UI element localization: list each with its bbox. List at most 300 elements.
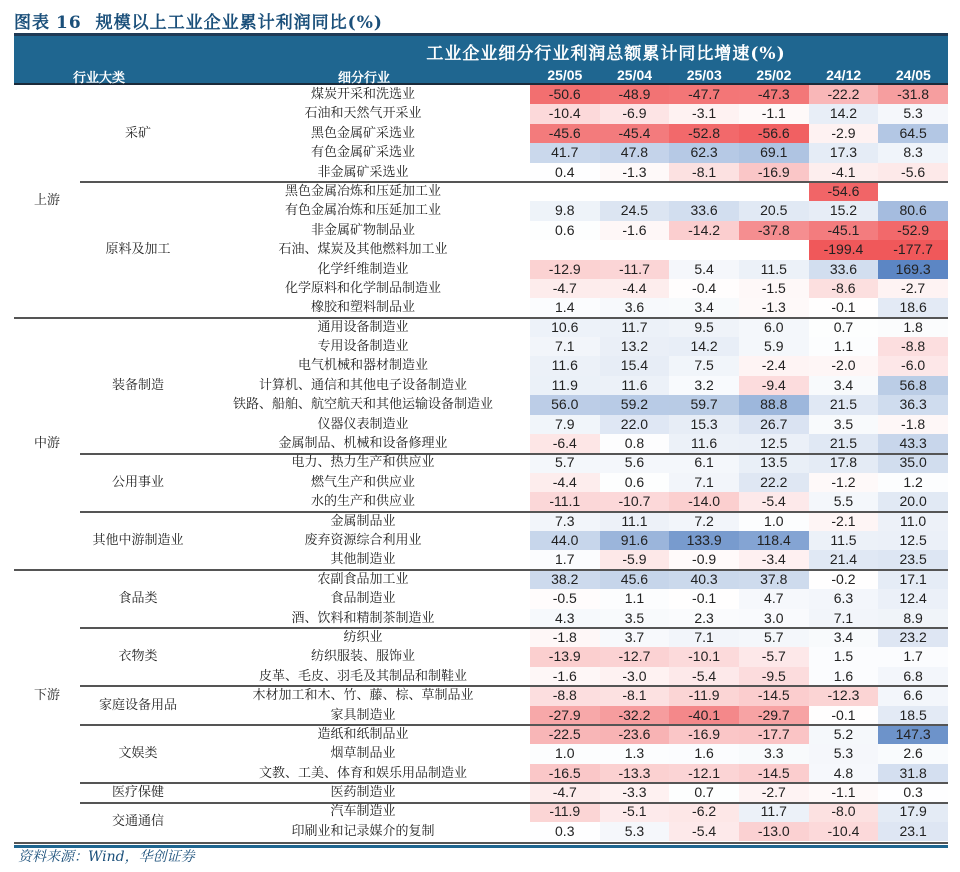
value-cell: 22.2 bbox=[739, 473, 809, 492]
value-cell: -5.7 bbox=[739, 647, 809, 666]
industry-name: 专用设备制造业 bbox=[317, 339, 409, 355]
value-cell: 59.7 bbox=[669, 395, 739, 414]
value-cell: 1.7 bbox=[530, 550, 600, 569]
industry-name: 化学纤维制造业 bbox=[317, 261, 409, 277]
value-cell: 0.3 bbox=[878, 783, 948, 802]
value-cell: -13.3 bbox=[600, 764, 670, 783]
value-cell: 22.0 bbox=[600, 415, 670, 434]
figure-number: 16 bbox=[56, 13, 82, 33]
value-cell: -45.4 bbox=[600, 124, 670, 143]
value-cell: 20.5 bbox=[739, 201, 809, 220]
header-col-0: 25/05 bbox=[547, 67, 583, 83]
table-row bbox=[14, 550, 948, 569]
value-cell: 6.3 bbox=[809, 589, 879, 608]
value-cell: -8.6 bbox=[809, 279, 879, 298]
value-cell: 11.1 bbox=[600, 512, 670, 531]
header-col-3: 25/02 bbox=[756, 67, 792, 83]
value-cell: 3.5 bbox=[809, 415, 879, 434]
value-cell: -45.1 bbox=[809, 221, 879, 240]
table-row bbox=[14, 415, 948, 434]
value-cell: 1.7 bbox=[878, 647, 948, 666]
industry-name: 煤炭开采和洗选业 bbox=[310, 87, 415, 102]
table-header bbox=[14, 33, 948, 85]
header-col-1: 25/04 bbox=[617, 67, 653, 83]
value-cell: 7.5 bbox=[669, 356, 739, 375]
industry-name: 金属制品业 bbox=[330, 513, 396, 529]
value-cell: -14.2 bbox=[669, 221, 739, 240]
subgroup-divider bbox=[80, 724, 948, 726]
table-row bbox=[14, 298, 948, 317]
value-cell: 23.1 bbox=[878, 822, 948, 841]
value-cell: -3.3 bbox=[600, 783, 670, 802]
value-cell: 36.3 bbox=[878, 395, 948, 414]
value-cell: 118.4 bbox=[739, 531, 809, 550]
value-cell: 7.1 bbox=[669, 628, 739, 647]
table-row bbox=[14, 764, 948, 783]
table-row bbox=[14, 570, 948, 589]
value-cell: -199.4 bbox=[809, 240, 879, 259]
value-cell: -52.9 bbox=[878, 221, 948, 240]
value-cell: -29.7 bbox=[739, 706, 809, 725]
value-cell: 41.7 bbox=[530, 143, 600, 162]
value-cell: 15.3 bbox=[669, 415, 739, 434]
value-cell: -12.1 bbox=[669, 764, 739, 783]
value-cell: -1.6 bbox=[530, 667, 600, 686]
value-cell: -4.7 bbox=[530, 279, 600, 298]
value-cell: 4.7 bbox=[739, 589, 809, 608]
value-cell: -12.3 bbox=[809, 686, 879, 705]
value-cell: 147.3 bbox=[878, 725, 948, 744]
industry-name: 石油和天然气开采业 bbox=[304, 106, 422, 122]
group-label: 中游 bbox=[33, 435, 60, 451]
value-cell: 5.7 bbox=[530, 453, 600, 472]
value-cell: -2.0 bbox=[809, 356, 879, 375]
value-cell: 11.0 bbox=[878, 512, 948, 531]
industry-name: 计算机、通信和其他电子设备制造业 bbox=[258, 377, 467, 393]
value-cell: 5.6 bbox=[600, 453, 670, 472]
value-cell: 2.6 bbox=[878, 744, 948, 763]
value-cell: 3.4 bbox=[809, 376, 879, 395]
value-cell bbox=[530, 182, 600, 201]
value-cell: 44.0 bbox=[530, 531, 600, 550]
value-cell: 0.4 bbox=[530, 163, 600, 182]
table-row bbox=[14, 356, 948, 375]
value-cell: -5.9 bbox=[600, 550, 670, 569]
value-cell: 0.6 bbox=[530, 221, 600, 240]
value-cell: -2.9 bbox=[809, 124, 879, 143]
table-row bbox=[14, 85, 948, 104]
value-cell: 38.2 bbox=[530, 570, 600, 589]
value-cell: 1.3 bbox=[600, 744, 670, 763]
value-cell: 11.7 bbox=[739, 802, 809, 821]
value-cell: 7.1 bbox=[669, 473, 739, 492]
value-cell: -32.2 bbox=[600, 706, 670, 725]
table-row bbox=[14, 395, 948, 414]
table-row bbox=[14, 182, 948, 201]
value-cell: -12.9 bbox=[530, 260, 600, 279]
value-cell: -4.4 bbox=[600, 279, 670, 298]
value-cell: 80.6 bbox=[878, 201, 948, 220]
industry-name: 橡胶和塑料制品业 bbox=[310, 300, 415, 316]
value-cell: -13.9 bbox=[530, 647, 600, 666]
industry-name: 纺织服装、服饰业 bbox=[310, 649, 415, 665]
subgroup-label: 公用事业 bbox=[111, 474, 164, 490]
value-cell: -16.9 bbox=[739, 163, 809, 182]
table-row bbox=[14, 337, 948, 356]
industry-name: 造纸和纸制品业 bbox=[317, 726, 409, 742]
value-cell: 5.3 bbox=[600, 822, 670, 841]
value-cell: -23.6 bbox=[600, 725, 670, 744]
figure-title-text: 规模以上工业企业累计利润同比(%) bbox=[95, 13, 383, 33]
value-cell: -1.8 bbox=[530, 628, 600, 647]
value-cell: 4.3 bbox=[530, 609, 600, 628]
value-cell: -4.4 bbox=[530, 473, 600, 492]
industry-name: 仪器仪表制造业 bbox=[317, 416, 409, 432]
value-cell: 0.6 bbox=[600, 473, 670, 492]
value-cell: 0.7 bbox=[669, 783, 739, 802]
industry-name: 铁路、船舶、航空航天和其他运输设备制造业 bbox=[232, 397, 493, 413]
value-cell: -5.4 bbox=[669, 822, 739, 841]
value-cell: -1.3 bbox=[600, 163, 670, 182]
table-row bbox=[14, 609, 948, 628]
value-cell: 17.3 bbox=[809, 143, 879, 162]
subgroup-label: 食品类 bbox=[118, 591, 158, 607]
value-cell: -10.7 bbox=[600, 492, 670, 511]
value-cell: -11.7 bbox=[600, 260, 670, 279]
value-cell: -8.0 bbox=[809, 802, 879, 821]
value-cell: 14.2 bbox=[809, 104, 879, 123]
value-cell: 3.6 bbox=[600, 298, 670, 317]
value-cell: 31.8 bbox=[878, 764, 948, 783]
value-cell: 13.2 bbox=[600, 337, 670, 356]
value-cell: 5.3 bbox=[878, 104, 948, 123]
value-cell: 13.5 bbox=[739, 453, 809, 472]
value-cell: 3.2 bbox=[669, 376, 739, 395]
industry-name: 印刷业和记录媒介的复制 bbox=[291, 823, 435, 839]
value-cell: -11.9 bbox=[530, 802, 600, 821]
value-cell: 8.3 bbox=[878, 143, 948, 162]
value-cell: 1.6 bbox=[809, 667, 879, 686]
value-cell: -2.7 bbox=[878, 279, 948, 298]
subgroup-label: 家庭设备用品 bbox=[98, 697, 177, 713]
value-cell: -2.1 bbox=[809, 512, 879, 531]
value-cell: -22.5 bbox=[530, 725, 600, 744]
value-cell: -13.0 bbox=[739, 822, 809, 841]
value-cell: -177.7 bbox=[878, 240, 948, 259]
value-cell: 11.9 bbox=[530, 376, 600, 395]
value-cell: -54.6 bbox=[809, 182, 879, 201]
value-cell: -22.2 bbox=[809, 85, 879, 104]
value-cell: 9.8 bbox=[530, 201, 600, 220]
header-col-4: 24/12 bbox=[826, 67, 862, 83]
subgroup-divider bbox=[80, 685, 948, 687]
table-row bbox=[14, 434, 948, 453]
value-cell: 7.3 bbox=[530, 512, 600, 531]
value-cell: -6.0 bbox=[878, 356, 948, 375]
table-row bbox=[14, 201, 948, 220]
value-cell: -50.6 bbox=[530, 85, 600, 104]
value-cell: 69.1 bbox=[739, 143, 809, 162]
subgroup-divider bbox=[80, 453, 948, 455]
value-cell: -14.0 bbox=[669, 492, 739, 511]
value-cell: -1.3 bbox=[739, 298, 809, 317]
value-cell: -27.9 bbox=[530, 706, 600, 725]
industry-name: 农副食品加工业 bbox=[317, 571, 409, 587]
industry-name: 水的生产和供应业 bbox=[310, 494, 415, 510]
table-row bbox=[14, 318, 948, 337]
value-cell: 12.5 bbox=[878, 531, 948, 550]
value-cell: 91.6 bbox=[600, 531, 670, 550]
figure-label: 图表 bbox=[14, 13, 50, 33]
table-row bbox=[14, 453, 948, 472]
industry-name: 黑色金属矿采选业 bbox=[310, 125, 415, 141]
value-cell: 3.3 bbox=[739, 744, 809, 763]
table-body bbox=[14, 85, 948, 841]
value-cell: -5.1 bbox=[600, 802, 670, 821]
industry-name: 废弃资源综合利用业 bbox=[304, 532, 422, 548]
value-cell: -0.1 bbox=[809, 706, 879, 725]
industry-name: 石油、煤炭及其他燃料加工业 bbox=[278, 242, 448, 258]
value-cell: 18.5 bbox=[878, 706, 948, 725]
group-label: 上游 bbox=[33, 193, 60, 209]
group-label: 下游 bbox=[33, 688, 60, 704]
value-cell: -1.1 bbox=[739, 104, 809, 123]
subgroup-divider bbox=[80, 511, 948, 513]
value-cell: -11.1 bbox=[530, 492, 600, 511]
value-cell bbox=[530, 240, 600, 259]
value-cell: 17.1 bbox=[878, 570, 948, 589]
value-cell: 15.4 bbox=[600, 356, 670, 375]
value-cell: 1.0 bbox=[530, 744, 600, 763]
table-row bbox=[14, 260, 948, 279]
value-cell: -14.5 bbox=[739, 764, 809, 783]
value-cell: -14.5 bbox=[739, 686, 809, 705]
value-cell: 1.1 bbox=[809, 337, 879, 356]
value-cell: 64.5 bbox=[878, 124, 948, 143]
value-cell: 9.5 bbox=[669, 318, 739, 337]
value-cell: -16.5 bbox=[530, 764, 600, 783]
value-cell: 133.9 bbox=[669, 531, 739, 550]
value-cell: 7.1 bbox=[530, 337, 600, 356]
value-cell bbox=[669, 182, 739, 201]
value-cell: 11.6 bbox=[530, 356, 600, 375]
value-cell: 88.8 bbox=[739, 395, 809, 414]
value-cell: 1.4 bbox=[530, 298, 600, 317]
value-cell: 21.4 bbox=[809, 550, 879, 569]
value-cell: 5.5 bbox=[809, 492, 879, 511]
table-row bbox=[14, 512, 948, 531]
industry-name: 黑色金属冶炼和压延加工业 bbox=[284, 183, 441, 199]
value-cell: 21.5 bbox=[809, 434, 879, 453]
industry-name: 酒、饮料和精制茶制造业 bbox=[291, 610, 435, 626]
value-cell: -1.6 bbox=[600, 221, 670, 240]
table-row bbox=[14, 628, 948, 647]
value-cell: -6.9 bbox=[600, 104, 670, 123]
value-cell: 6.1 bbox=[669, 453, 739, 472]
value-cell: 62.3 bbox=[669, 143, 739, 162]
value-cell bbox=[600, 240, 670, 259]
value-cell: -0.4 bbox=[669, 279, 739, 298]
value-cell: 7.2 bbox=[669, 512, 739, 531]
value-cell: 6.6 bbox=[878, 686, 948, 705]
value-cell: -1.8 bbox=[878, 415, 948, 434]
value-cell: -6.2 bbox=[669, 802, 739, 821]
subgroup-label: 原料及加工 bbox=[105, 241, 171, 257]
value-cell: -8.1 bbox=[600, 686, 670, 705]
figure-title bbox=[14, 8, 383, 33]
value-cell: -3.4 bbox=[739, 550, 809, 569]
table-bottom-rule bbox=[14, 842, 948, 844]
value-cell: 1.8 bbox=[878, 318, 948, 337]
value-cell: 45.6 bbox=[600, 570, 670, 589]
value-cell: 37.8 bbox=[739, 570, 809, 589]
value-cell: 17.8 bbox=[809, 453, 879, 472]
source-note: 资料来源：Wind，华创证券 bbox=[18, 849, 195, 865]
value-cell: 6.0 bbox=[739, 318, 809, 337]
value-cell: 6.8 bbox=[878, 667, 948, 686]
value-cell: 43.3 bbox=[878, 434, 948, 453]
industry-name: 通用设备制造业 bbox=[317, 319, 409, 335]
value-cell bbox=[600, 182, 670, 201]
value-cell: 20.0 bbox=[878, 492, 948, 511]
value-cell: 11.5 bbox=[739, 260, 809, 279]
industry-name: 有色金属冶炼和压延加工业 bbox=[284, 203, 441, 219]
value-cell: -8.8 bbox=[878, 337, 948, 356]
value-cell: 11.7 bbox=[600, 318, 670, 337]
value-cell: -12.7 bbox=[600, 647, 670, 666]
table-row bbox=[14, 279, 948, 298]
value-cell: 0.3 bbox=[530, 822, 600, 841]
value-cell: -5.4 bbox=[739, 492, 809, 511]
subgroup-label: 交通通信 bbox=[111, 814, 164, 830]
value-cell: -47.3 bbox=[739, 85, 809, 104]
industry-name: 金属制品、机械和设备修理业 bbox=[278, 436, 448, 452]
value-cell: 47.8 bbox=[600, 143, 670, 162]
value-cell: 3.5 bbox=[600, 609, 670, 628]
industry-name: 食品制造业 bbox=[330, 591, 396, 607]
value-cell: 17.9 bbox=[878, 802, 948, 821]
subgroup-label: 采矿 bbox=[124, 125, 151, 141]
value-cell: 5.9 bbox=[739, 337, 809, 356]
value-cell: -0.1 bbox=[669, 589, 739, 608]
value-cell: -4.1 bbox=[809, 163, 879, 182]
value-cell: -4.7 bbox=[530, 783, 600, 802]
table-row bbox=[14, 221, 948, 240]
value-cell: 11.6 bbox=[600, 376, 670, 395]
industry-name: 电力、热力生产和供应业 bbox=[291, 455, 435, 471]
industry-name: 非金属矿采选业 bbox=[317, 164, 409, 180]
value-cell: 5.2 bbox=[809, 725, 879, 744]
value-cell: 14.2 bbox=[669, 337, 739, 356]
subgroup-label: 文娱类 bbox=[118, 746, 158, 762]
value-cell: -47.7 bbox=[669, 85, 739, 104]
value-cell: 1.2 bbox=[878, 473, 948, 492]
value-cell: 21.5 bbox=[809, 395, 879, 414]
value-cell: 3.0 bbox=[739, 609, 809, 628]
value-cell: 7.1 bbox=[809, 609, 879, 628]
industry-name: 家具制造业 bbox=[330, 707, 396, 723]
value-cell: -9.4 bbox=[739, 376, 809, 395]
value-cell: 18.6 bbox=[878, 298, 948, 317]
subgroup-label: 衣物类 bbox=[118, 649, 158, 665]
group-divider bbox=[14, 317, 948, 319]
value-cell: -8.8 bbox=[530, 686, 600, 705]
value-cell: -31.8 bbox=[878, 85, 948, 104]
value-cell: -10.4 bbox=[530, 104, 600, 123]
value-cell: 56.0 bbox=[530, 395, 600, 414]
table-row bbox=[14, 492, 948, 511]
industry-name: 有色金属矿采选业 bbox=[310, 145, 415, 161]
value-cell: -1.1 bbox=[809, 783, 879, 802]
value-cell: 169.3 bbox=[878, 260, 948, 279]
table-row bbox=[14, 143, 948, 162]
value-cell: 1.5 bbox=[809, 647, 879, 666]
value-cell: 12.5 bbox=[739, 434, 809, 453]
value-cell: -8.1 bbox=[669, 163, 739, 182]
value-cell: 5.3 bbox=[809, 744, 879, 763]
value-cell: 5.7 bbox=[739, 628, 809, 647]
industry-name: 非金属矿物制品业 bbox=[310, 222, 415, 238]
table-row bbox=[14, 104, 948, 123]
value-cell: 4.8 bbox=[809, 764, 879, 783]
subgroup-label: 装备制造 bbox=[111, 377, 164, 393]
value-cell: -45.6 bbox=[530, 124, 600, 143]
industry-name: 木材加工和木、竹、藤、棕、草制品业 bbox=[252, 688, 474, 704]
value-cell: 40.3 bbox=[669, 570, 739, 589]
value-cell: 0.8 bbox=[600, 434, 670, 453]
value-cell bbox=[669, 240, 739, 259]
subgroup-divider bbox=[80, 627, 948, 629]
value-cell: 56.8 bbox=[878, 376, 948, 395]
value-cell: -3.1 bbox=[669, 104, 739, 123]
value-cell: -1.2 bbox=[809, 473, 879, 492]
subgroup-divider bbox=[80, 181, 948, 183]
value-cell: 59.2 bbox=[600, 395, 670, 414]
value-cell: -40.1 bbox=[669, 706, 739, 725]
header-col-2: 25/03 bbox=[686, 67, 722, 83]
header-col-5: 24/05 bbox=[895, 67, 931, 83]
subgroup-divider bbox=[80, 802, 948, 804]
value-cell: -0.1 bbox=[809, 298, 879, 317]
industry-name: 电气机械和器材制造业 bbox=[297, 358, 428, 374]
industry-name: 文教、工美、体育和娱乐用品制造业 bbox=[258, 765, 467, 781]
value-cell: 23.2 bbox=[878, 628, 948, 647]
value-cell: -6.4 bbox=[530, 434, 600, 453]
header-industry: 细分行业 bbox=[337, 71, 390, 86]
subgroup-divider bbox=[80, 782, 948, 784]
value-cell: -9.5 bbox=[739, 667, 809, 686]
value-cell: -16.9 bbox=[669, 725, 739, 744]
value-cell: -10.1 bbox=[669, 647, 739, 666]
value-cell: 2.3 bbox=[669, 609, 739, 628]
table-row bbox=[14, 163, 948, 182]
value-cell: 1.0 bbox=[739, 512, 809, 531]
value-cell: 12.4 bbox=[878, 589, 948, 608]
industry-name: 医药制造业 bbox=[330, 785, 396, 801]
industry-name: 燃气生产和供应业 bbox=[310, 474, 415, 490]
industry-name: 其他制造业 bbox=[330, 552, 396, 568]
value-cell: 7.9 bbox=[530, 415, 600, 434]
value-cell: -2.4 bbox=[739, 356, 809, 375]
value-cell: 3.4 bbox=[669, 298, 739, 317]
value-cell: 10.6 bbox=[530, 318, 600, 337]
table-row bbox=[14, 725, 948, 744]
value-cell: 24.5 bbox=[600, 201, 670, 220]
value-cell: -2.7 bbox=[739, 783, 809, 802]
value-cell: -5.6 bbox=[878, 163, 948, 182]
value-cell: -5.4 bbox=[669, 667, 739, 686]
value-cell: -10.4 bbox=[809, 822, 879, 841]
